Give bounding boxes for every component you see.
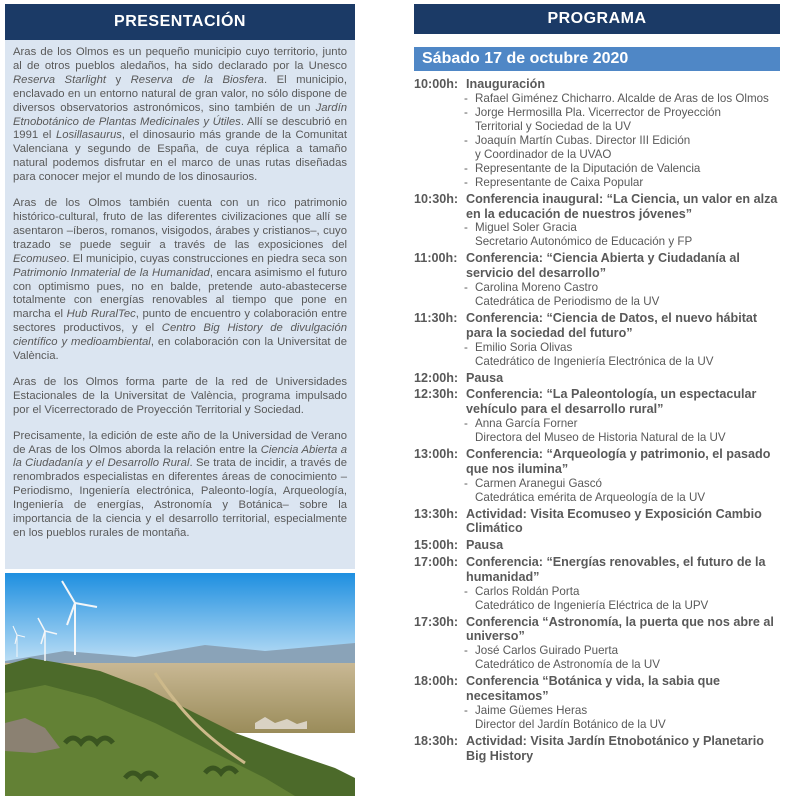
speaker-line	[414, 644, 780, 658]
event-time: 17:00h:	[414, 554, 459, 569]
landscape-photo	[5, 573, 355, 796]
speaker-list	[414, 644, 780, 672]
speaker-text: José Carlos Guirado Puerta	[475, 644, 619, 658]
speaker-line	[414, 341, 780, 355]
dash-bullet: -	[464, 584, 468, 598]
speaker-role	[414, 120, 780, 134]
italic-run: Patrimonio Inmaterial de la Humanidad	[13, 266, 210, 279]
italic-run: Reserva Starlight	[13, 73, 106, 86]
speaker-role	[414, 235, 780, 249]
speaker-list	[414, 585, 780, 613]
speaker-text: y Coordinador de la UVAO	[475, 147, 612, 161]
text-run: . Se trata de incidir, a través de renombrados especialistas en diferentes áreas de conocimiento –Periodismo, Ingeniería electrónica, Paleonto-logía, Arqueología, Ingeniería de energías, Astronomía y Botánica– sobre la importancia de la ciencia y el desarrollo territorial, especialmente en los pueblos rurales de montaña.	[13, 457, 347, 539]
text-run: . El municipio, enclavado en un entorno natural de gran valor, no sólo dispone de diversos observatorios astronómicos, sino también de un	[13, 73, 347, 114]
right-column	[414, 4, 780, 765]
speaker-text: Catedrático de Ingeniería Electrónica de la UV	[475, 354, 714, 368]
event-header	[414, 555, 780, 585]
speaker-list	[414, 477, 780, 505]
program-event	[414, 447, 780, 505]
text-run: , punto de encuentro y colaboración entre sectores productivos, y el	[13, 308, 347, 335]
program-event	[414, 311, 780, 369]
italic-run: Ecomuseo	[13, 252, 67, 265]
speaker-text: Rafael Giménez Chicharro. Alcalde de Aras de los Olmos	[475, 91, 769, 105]
event-time: 12:30h:	[414, 387, 459, 402]
speaker-text: Catedrático de Ingeniería Eléctrica de la UPV	[475, 598, 709, 612]
speaker-text: Director del Jardín Botánico de la UV	[475, 717, 666, 731]
event-title: Inauguración	[466, 77, 546, 91]
dash-bullet: -	[464, 280, 468, 294]
speaker-list	[414, 221, 780, 249]
dash-bullet: -	[464, 91, 468, 105]
italic-run: Ciencia Abierta a la Ciudadanía y el Desarrollo Rural	[13, 443, 347, 470]
speaker-text: Jorge Hermosilla Pla. Vicerrector de Proyección	[475, 105, 721, 119]
event-header	[414, 192, 780, 222]
speaker-list	[414, 92, 780, 190]
programa-heading: PROGRAMA	[414, 4, 780, 34]
presentacion-heading: PRESENTACIÓN	[5, 4, 355, 40]
event-time: 18:00h:	[414, 674, 459, 689]
speaker-text: Anna García Forner	[475, 416, 578, 430]
event-header	[414, 507, 780, 537]
event-time: 18:30h:	[414, 733, 459, 748]
speaker-line	[414, 134, 780, 148]
presentacion-paragraph	[13, 197, 347, 364]
speaker-role	[414, 718, 780, 732]
speaker-role	[414, 431, 780, 445]
text-run: , encara asimismo el futuro con optimismo pues, no en balde, pretende auto-abastecerse totalmente con energías renovables al tiempo que pone en marcha el	[13, 266, 347, 321]
event-header	[414, 538, 780, 553]
dash-bullet: -	[464, 105, 468, 119]
event-title: Actividad: Visita Jardín Etnobotánico y Planetario Big History	[466, 733, 764, 763]
speaker-line	[414, 417, 780, 431]
event-time: 13:00h:	[414, 446, 459, 461]
dash-bullet: -	[464, 175, 468, 189]
speaker-role	[414, 599, 780, 613]
speaker-line	[414, 162, 780, 176]
event-list	[414, 77, 780, 763]
program-event	[414, 387, 780, 445]
program-event	[414, 674, 780, 732]
dash-bullet: -	[464, 161, 468, 175]
text-run: . El municipio, cuyas construcciones en piedra seca son	[66, 252, 347, 265]
speaker-text: Secretario Autonómico de Educación y FP	[475, 235, 693, 249]
speaker-text: Carlos Roldán Porta	[475, 584, 580, 598]
text-run: Aras de los Olmos también cuenta con un rico patrimonio histórico-cultural, fruto de las diferentes civilizaciones que allí se asentaron –íberos, romanos, visigodos, árabes y cristianos–, cuyo trazado se puede seguir a través de las exposiciones del	[13, 197, 347, 251]
text-run: y	[106, 73, 131, 86]
event-time: 11:00h:	[414, 251, 458, 266]
presentacion-paragraph	[13, 376, 347, 418]
speaker-role	[414, 658, 780, 672]
speaker-text: Carmen Aranegui Gascó	[475, 476, 602, 490]
program-event	[414, 538, 780, 553]
speaker-text: Representante de la Diputación de Valencia	[475, 161, 701, 175]
event-title: Conferencia: “Arqueología y patrimonio, el pasado que nos ilumina”	[466, 446, 771, 476]
speaker-text: Catedrática de Periodismo de la UV	[475, 294, 660, 308]
event-title: Conferencia: “Energías renovables, el futuro de la humanidad”	[466, 554, 766, 584]
speaker-list	[414, 417, 780, 445]
dash-bullet: -	[464, 416, 468, 430]
dash-bullet: -	[464, 221, 468, 235]
event-title: Conferencia “Botánica y vida, la sabia que necesitamos”	[466, 674, 721, 703]
speaker-role	[414, 491, 780, 505]
event-time: 10:00h:	[414, 77, 459, 91]
speaker-text: Directora del Museo de Historia Natural de la UV	[475, 430, 726, 444]
program-event	[414, 615, 780, 673]
event-header	[414, 734, 780, 764]
speaker-line	[414, 704, 780, 718]
event-header	[414, 371, 780, 386]
event-title: Pausa	[466, 370, 504, 385]
speaker-text: Carolina Moreno Castro	[475, 280, 599, 294]
program-event	[414, 251, 780, 309]
event-time: 13:30h:	[414, 506, 459, 521]
speaker-line	[414, 221, 780, 235]
speaker-role	[414, 355, 780, 369]
program-event	[414, 371, 780, 386]
text-run: Aras de los Olmos forma parte de la red de Universidades Estacionales de la Universitat de València, programa impulsado por el Vicerrectorado de Proyección Territorial y Sociedad.	[13, 375, 347, 416]
event-time: 12:00h:	[414, 370, 459, 385]
event-time: 10:30h:	[414, 191, 459, 206]
presentacion-text-box	[5, 40, 355, 569]
event-header	[414, 674, 780, 704]
italic-run: Reserva de la Biosfera	[130, 73, 264, 86]
speaker-text: Jaime Güemes Heras	[475, 703, 588, 717]
event-header	[414, 387, 780, 417]
event-time: 17:30h:	[414, 614, 459, 629]
speaker-text: Miguel Soler Gracia	[475, 221, 577, 235]
speaker-line	[414, 92, 780, 106]
speaker-line	[414, 281, 780, 295]
speaker-text: Joaquín Martín Cubas. Director III Edición	[475, 133, 691, 147]
speaker-role	[414, 148, 780, 162]
dash-bullet: -	[464, 703, 468, 717]
speaker-line	[414, 585, 780, 599]
event-header	[414, 615, 780, 645]
presentacion-paragraph	[13, 430, 347, 541]
speaker-list	[414, 341, 780, 369]
event-header	[414, 447, 780, 477]
event-title: Conferencia: “La Paleontología, un espectacular vehículo para el desarrollo rural”	[466, 387, 757, 417]
italic-run: Jardín Etnobotánico de Plantas Medicinales y Útiles	[13, 101, 347, 128]
event-header	[414, 77, 780, 92]
speaker-text: Catedrático de Astronomía de la UV	[475, 658, 660, 672]
event-time: 15:00h:	[414, 538, 459, 553]
program-event	[414, 77, 780, 190]
text-run: , en colaboración con la Universitat de València.	[13, 336, 347, 363]
dash-bullet: -	[464, 133, 468, 147]
event-title: Actividad: Visita Ecomuseo y Exposición Cambio Climático	[466, 506, 762, 536]
dash-bullet: -	[464, 340, 468, 354]
event-title: Conferencia “Astronomía, la puerta que nos abre al universo”	[466, 614, 774, 644]
event-title: Conferencia: “Ciencia de Datos, el nuevo hábitat para la sociedad del futuro”	[466, 310, 758, 340]
speaker-text: Territorial y Sociedad de la UV	[475, 119, 631, 133]
speaker-line	[414, 477, 780, 491]
program-event	[414, 734, 780, 764]
event-title: Pausa	[466, 538, 504, 553]
italic-run: Centro Big History de divulgación científico y medioambiental	[13, 322, 347, 349]
left-column	[5, 4, 355, 796]
dash-bullet: -	[464, 644, 468, 658]
italic-run: Hub RuralTec	[66, 308, 136, 321]
event-title: Conferencia: “Ciencia Abierta y Ciudadanía al servicio del desarrollo”	[466, 251, 740, 281]
event-header	[414, 251, 780, 281]
programa-date: Sábado 17 de octubre 2020	[414, 47, 780, 71]
event-header	[414, 311, 780, 341]
program-event	[414, 192, 780, 250]
dash-bullet: -	[464, 476, 468, 490]
text-run: Precisamente, la edición de este año de la Universidad de Verano de Aras de los Olmos aborda la relación entre la	[13, 429, 347, 456]
presentacion-paragraph	[13, 46, 347, 185]
event-title: Conferencia inaugural: “La Ciencia, un valor en alza en la educación de nuestros jóvenes”	[466, 191, 778, 221]
program-event	[414, 555, 780, 613]
event-time: 11:30h:	[414, 310, 458, 325]
speaker-role	[414, 295, 780, 309]
italic-run: Losillasaurus	[55, 129, 122, 142]
speaker-text: Representante de Caixa Popular	[475, 175, 644, 189]
speaker-text: Catedrática emérita de Arqueología de la UV	[475, 490, 706, 504]
speaker-line	[414, 106, 780, 120]
speaker-line	[414, 176, 780, 190]
text-run: Aras de los Olmos es un pequeño municipio cuyo territorio, junto al de otros pueblos aledaños, ha sido declarado por la Unesco	[13, 46, 347, 72]
speaker-list	[414, 704, 780, 732]
program-event	[414, 507, 780, 537]
speaker-text: Emilio Soria Olivas	[475, 340, 573, 354]
text-run: . Allí se descubrió en 1991 el	[13, 115, 348, 142]
text-run: , el dinosaurio más grande de la Comunitat Valenciana y segundo de España, de cuya réplica a tamaño natural podemos disfrutar en el marco de unas rutas diseñadas para conocer mejor el mundo de los dinosaurios.	[13, 129, 347, 184]
speaker-list	[414, 281, 780, 309]
